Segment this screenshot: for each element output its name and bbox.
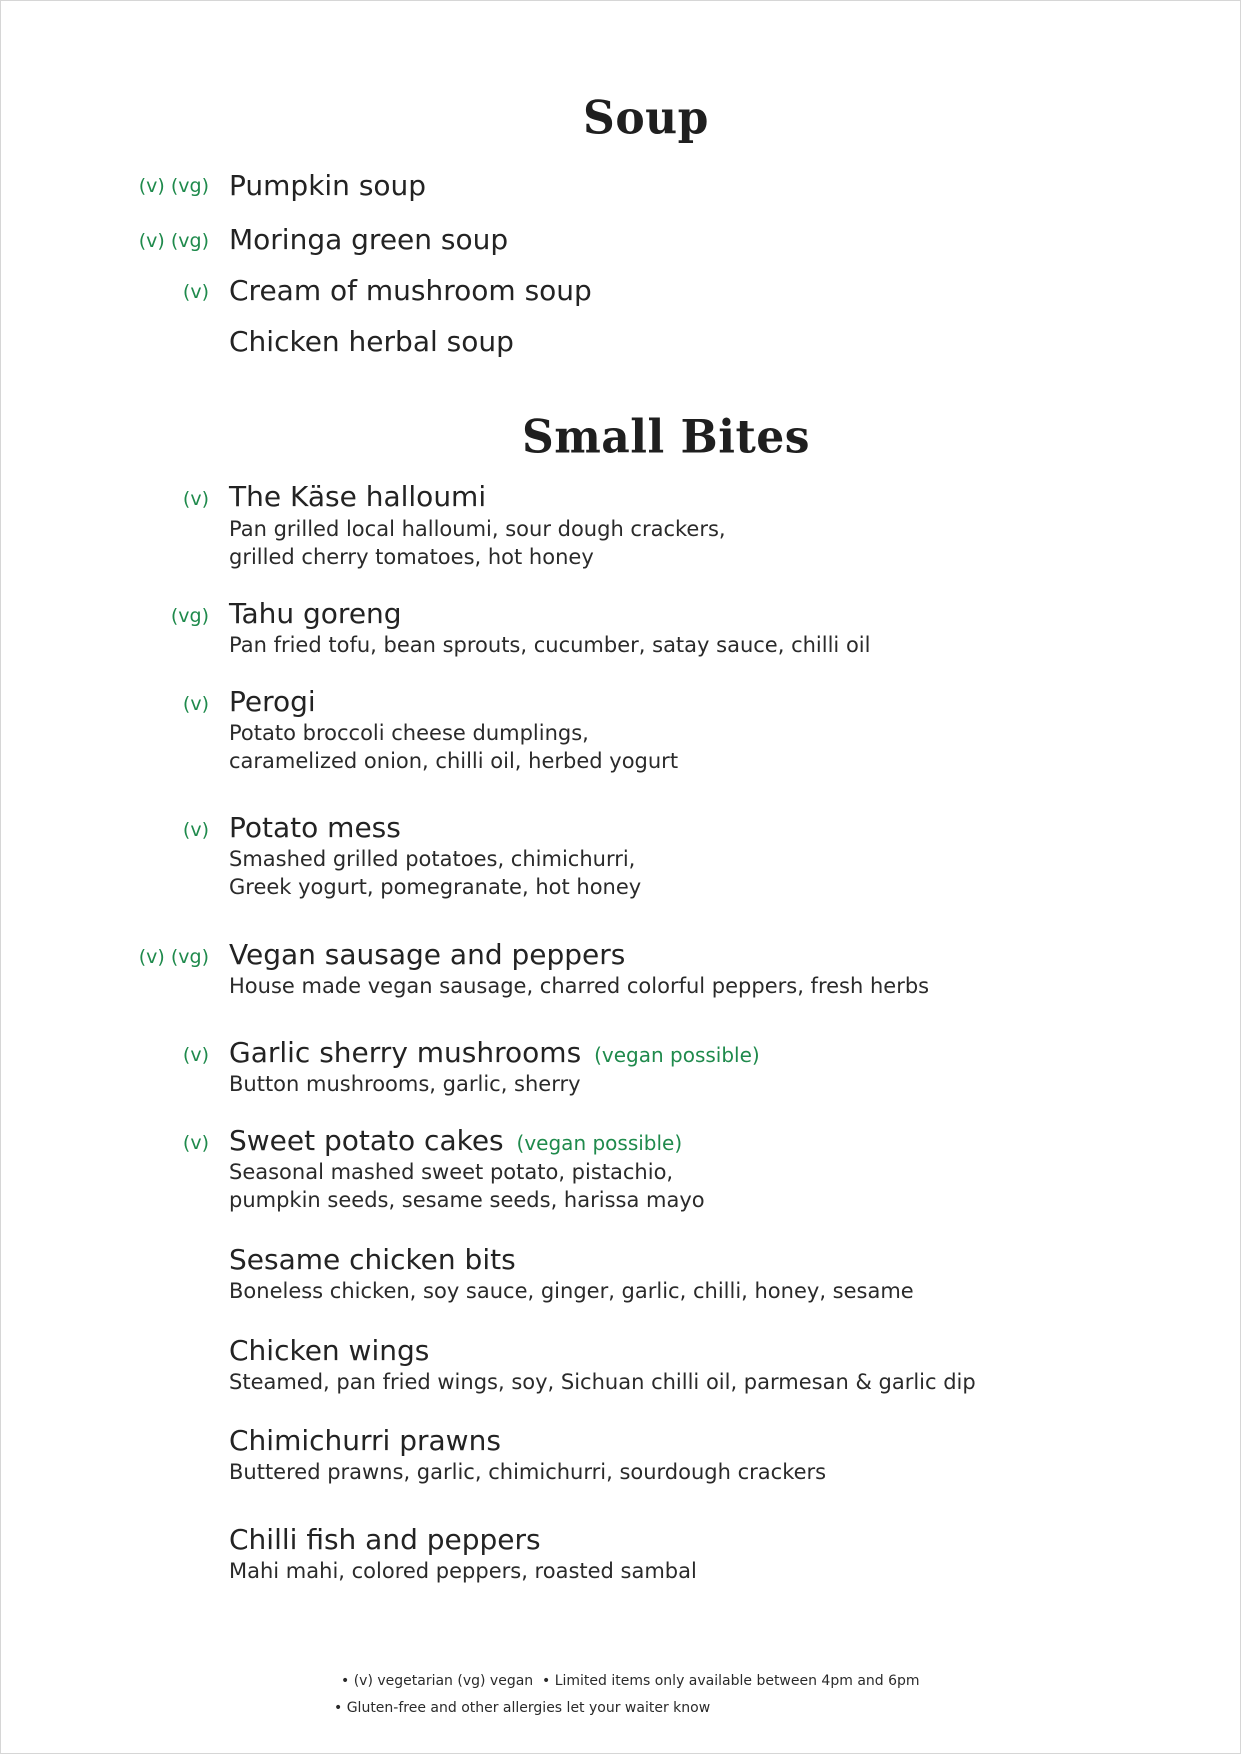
bite-item-tags: (v) xyxy=(182,1044,209,1066)
bite-item-name: Perogi xyxy=(229,685,316,718)
bite-item-tags: (v) xyxy=(182,488,209,510)
bite-item-desc: Steamed, pan fried wings, soy, Sichuan chilli oil, parmesan & garlic dip xyxy=(229,1370,976,1394)
bite-item-name: Chimichurri prawns xyxy=(229,1424,501,1457)
soup-item-name: Pumpkin soup xyxy=(229,169,427,202)
footer-allergies: • Gluten-free and other allergies let your waiter know xyxy=(334,1700,711,1716)
soup-item-tags: (v) (vg) xyxy=(138,230,209,252)
bite-item-name: Sesame chicken bits xyxy=(229,1243,516,1276)
soup-item-tags: (v) xyxy=(182,281,209,303)
bite-item-name: Vegan sausage and peppers xyxy=(229,938,626,971)
bite-item-desc: Boneless chicken, soy sauce, ginger, garlic, chilli, honey, sesame xyxy=(229,1279,914,1303)
bite-item-tags: (v) (vg) xyxy=(138,946,209,968)
bite-item-desc: Buttered prawns, garlic, chimichurri, sourdough crackers xyxy=(229,1460,827,1484)
bite-item-tags: (v) xyxy=(182,819,209,841)
bite-item-desc: caramelized onion, chilli oil, herbed yogurt xyxy=(229,749,679,773)
bite-item-desc: Pan fried tofu, bean sprouts, cucumber, satay sauce, chilli oil xyxy=(229,633,871,657)
soup-section-title: Soup xyxy=(583,91,709,146)
vegan-possible-note: (vegan possible) xyxy=(516,1131,683,1155)
bite-item-tags: (v) xyxy=(182,693,209,715)
soup-item-name: Cream of mushroom soup xyxy=(229,274,592,307)
bite-item-desc: Seasonal mashed sweet potato, pistachio, xyxy=(229,1160,674,1184)
footer-legend: • (v) vegetarian (vg) vegan xyxy=(341,1673,534,1689)
footer-limited-items: • Limited items only available between 4pm and 6pm xyxy=(542,1673,920,1689)
bite-item-desc: pumpkin seeds, sesame seeds, harissa mayo xyxy=(229,1188,705,1212)
bite-item-desc: Mahi mahi, colored peppers, roasted sambal xyxy=(229,1559,697,1583)
bite-item-desc: grilled cherry tomatoes, hot honey xyxy=(229,545,594,569)
bite-item-desc: Greek yogurt, pomegranate, hot honey xyxy=(229,875,642,899)
small-bites-section-title: Small Bites xyxy=(521,410,811,465)
soup-item-tags: (v) (vg) xyxy=(138,175,209,197)
vegan-possible-note: (vegan possible) xyxy=(594,1043,760,1067)
bite-item-name: Chilli fish and peppers xyxy=(229,1523,541,1556)
soup-item-name: Moringa green soup xyxy=(229,223,509,256)
bite-item-desc: House made vegan sausage, charred colorful peppers, fresh herbs xyxy=(229,974,930,998)
soup-item-name: Chicken herbal soup xyxy=(229,325,514,358)
bite-item-name: Tahu goreng xyxy=(229,597,402,630)
bite-item-tags: (vg) xyxy=(170,605,209,627)
bite-item-name xyxy=(229,1124,682,1157)
bite-item-name xyxy=(229,1036,760,1069)
bite-item-desc: Button mushrooms, garlic, sherry xyxy=(229,1072,581,1096)
bite-item-name-text: Garlic sherry mushrooms xyxy=(229,1036,582,1069)
bite-item-desc: Potato broccoli cheese dumplings, xyxy=(229,721,589,745)
bite-item-name: Potato mess xyxy=(229,811,401,844)
bite-item-name: The Käse halloumi xyxy=(229,480,487,513)
bite-item-name: Chicken wings xyxy=(229,1334,430,1367)
bite-item-tags: (v) xyxy=(182,1132,209,1154)
bite-item-desc: Smashed grilled potatoes, chimichurri, xyxy=(229,847,636,871)
bite-item-name-text: Sweet potato cakes xyxy=(229,1124,504,1157)
bite-item-desc: Pan grilled local halloumi, sour dough crackers, xyxy=(229,517,726,541)
